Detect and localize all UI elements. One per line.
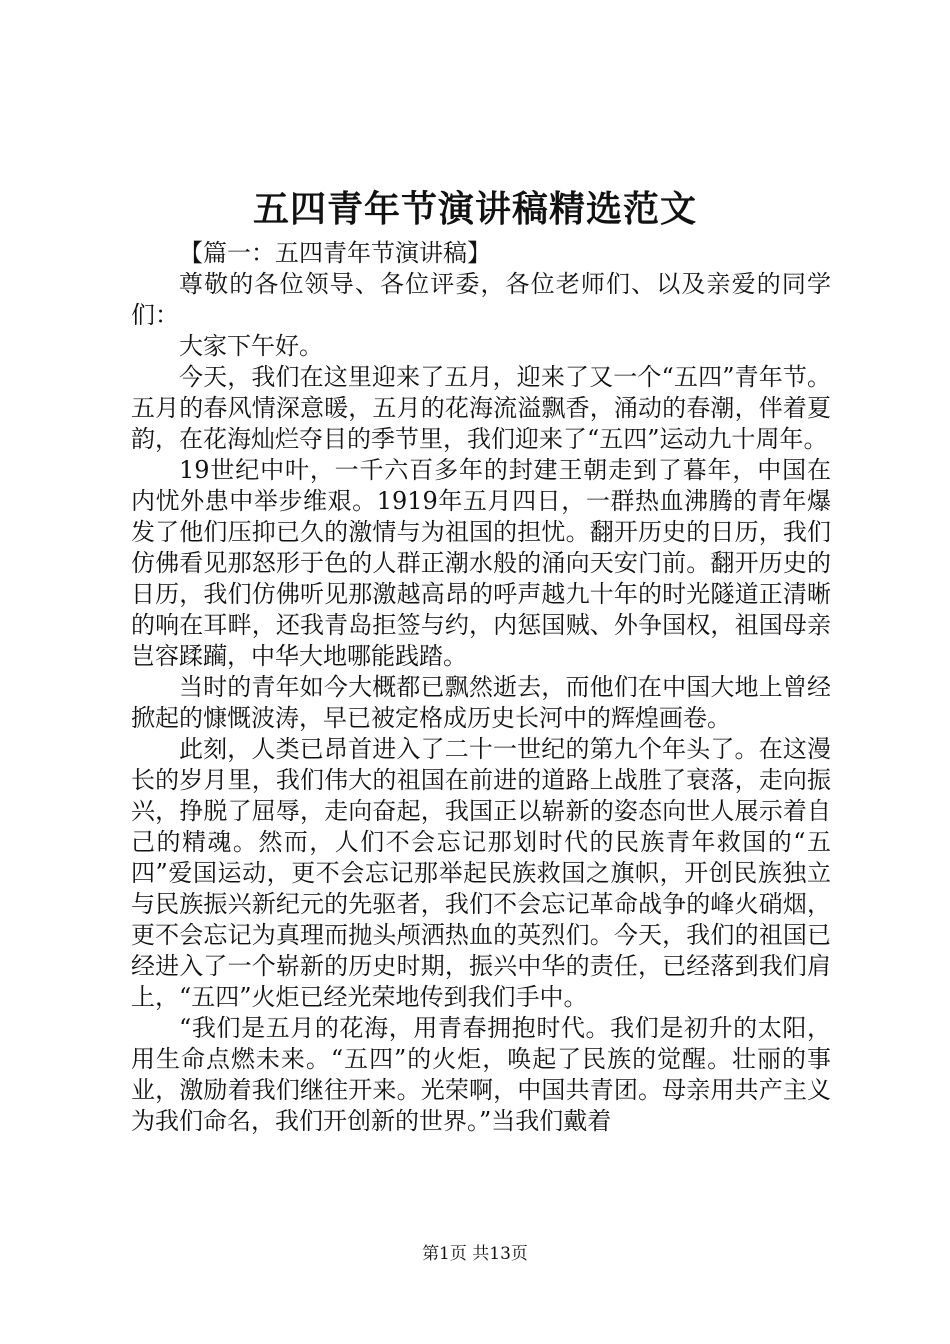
paragraph: 当时的青年如今大概都已飘然逝去，而他们在中国大地上曾经掀起的慷慨波涛，早已被定格成历史长河中的辉煌画卷。: [131, 673, 831, 732]
document-body: [131, 238, 831, 1137]
paragraph-salutation: 尊敬的各位领导、各位评委，各位老师们、以及亲爱的同学们：: [131, 270, 831, 329]
paragraph-greeting: 大家下午好。: [179, 332, 323, 360]
paragraph-section-heading: 【篇一：五四青年节演讲稿】: [179, 239, 491, 267]
paragraph: 19世纪中叶，一千六百多年的封建王朝走到了暮年，中国在内忧外患中举步维艰。1919年五月四日，一群热血沸腾的青年爆发了他们压抑已久的激情与为祖国的担忧。翻开历史的日历，我们仿佛看见那怒形于色的人群正潮水般的涌向天安门前。翻开历史的日历，我们仿佛听见那激越高昂的呼声越九十年的时光隧道正清晰的响在耳畔，还我青岛拒签与约，内惩国贼、外争国权，祖国母亲岂容蹂躏，中华大地哪能践踏。: [131, 456, 831, 670]
paragraph: “我们是五月的花海，用青春拥抱时代。我们是初升的太阳，用生命点燃未来。“五四”的火炬，唤起了民族的觉醒。壮丽的事业，激励着我们继往开来。光荣啊，中国共青团。母亲用共产主义为我们命名，我们开创新的世界。”当我们戴着: [131, 1014, 831, 1135]
document-title: 五四青年节演讲稿精选范文: [252, 188, 697, 230]
paragraph: 此刻，人类已昂首进入了二十一世纪的第九个年头了。在这漫长的岁月里，我们伟大的祖国在前进的道路上战胜了衰落，走向振兴，挣脱了屈辱，走向奋起，我国正以崭新的姿态向世人展示着自己的精魂。然而，人们不会忘记那划时代的民族青年救国的“五四”爱国运动，更不会忘记那举起民族救国之旗帜，开创民族独立与民族振兴新纪元的先驱者，我们不会忘记革命战争的峰火硝烟，更不会忘记为真理而抛头颅洒热血的英烈们。今天，我们的祖国已经进入了一个崭新的历史时期，振兴中华的责任，已经落到我们肩上，“五四”火炬已经光荣地传到我们手中。: [131, 735, 831, 1011]
paragraph: 今天，我们在这里迎来了五月，迎来了又一个“五四”青年节。五月的春风情深意暖，五月的花海流溢飘香，涌动的春潮，伴着夏韵，在花海灿烂夺目的季节里，我们迎来了“五四”运动九十周年。: [131, 363, 831, 453]
page-number-footer: 第1页 共13页: [422, 1244, 528, 1264]
